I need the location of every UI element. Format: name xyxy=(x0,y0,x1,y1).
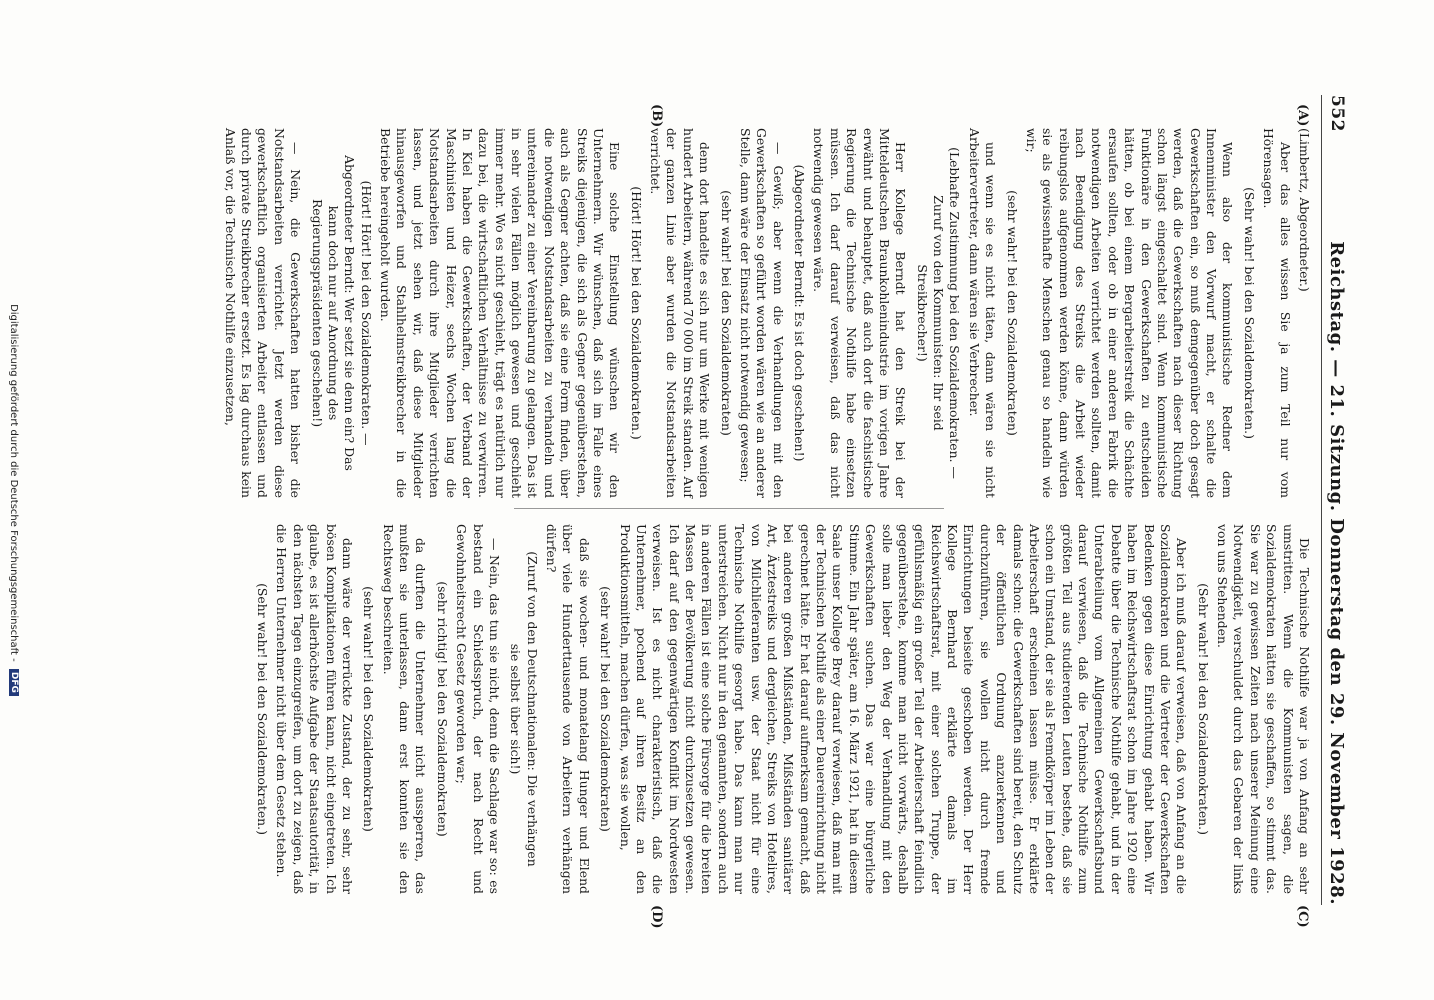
paragraph: Aber das alles wissen Sie ja zum Teil nur vom Hörensagen. xyxy=(1261,128,1293,498)
paragraph: denn dort handelte es sich nur um Werke mit wenigen hundert Arbeitern, während 70 000 im Streik standen. Auf der ganzen Linie aber wurden die Notstandsarbeiten verrichtet. xyxy=(648,128,713,498)
margin-marker-d: (D) xyxy=(649,905,664,929)
column-divider xyxy=(514,508,944,509)
paragraph: — Nein, die Gewerkschaften hatten bisher die Notstandsarbeiten verrichtet. Jetzt werden diese gewerkschaftlich organisierten Arbeiter entlassen und durch private Streikbrecher ersetzt. Es lag durchaus kein Anlaß vor, die Technische Nothilfe einzusetzen, xyxy=(222,128,304,498)
paragraph: — Nein, das tun sie nicht, denn die Sachlage war so: es bestand ein Schiedsspruch, der nach Recht und Gewohnheitsrecht Gesetz geworden war; xyxy=(454,524,502,894)
interjection: (Lebhafte Zustimmung bei den Sozialdemokraten. — Zuruf von den Kommunisten: Ihr seid Streikbrecher!) xyxy=(914,147,963,479)
interjection: (Abgeordneter Berndt: Es ist doch geschehen!) xyxy=(792,164,808,462)
interjection: (sehr wahr! bei den Sozialdemokraten) xyxy=(361,586,377,832)
page-number: 552 xyxy=(1327,95,1347,132)
interjection: (sehr richtig! bei den Sozialdemokraten) xyxy=(434,581,450,837)
interjection: (Sehr wahr! bei den Sozialdemokraten.) xyxy=(1241,187,1257,439)
paragraph: Aber ich muß darauf verweisen, daß von Anfang an die Sozialdemokraten und die Vertreter der Gewerkschaften Bedenken gegen diese Einrichtung gehabt haben. Wir haben im Reichswirtschaftsrat schon im Jahre 1920 eine Debatte über die Technische Nothilfe gehabt, und in der Unterabteilung vom Allgemeinen Gewerkschaftsbund darauf verwiesen, daß die Technische Nothilfe zum größten Teil aus studierenden Leuten bestehe, daß sie schon ein Umstand, der sie als Fremdkörper im Leben der Arbeiterschaft erscheinen lassen müsse. Er erklärte damals schon: die Gewerkschaften sind bereit, den Schutz der öffentlichen Ordnung anzuerkennen und durchzuführen, sie wollen nicht durch fremde Einrichtungen beiseite geschoben werden. Der Herr Kollege Bernhard erklärte damals im Reichswirtschaftsrat, mit einer solchen Truppe, der gefühlsmäßig ein großer Teil der Arbeiterschaft feindlich gegenüberstehe, komme man nicht vorwärts, deshalb solle man lieber den Weg der Verhandlung mit den Gewerkschaften suchen. Das war eine bürgerliche Stimme. Ein Jahr später, am 16. März 1921, hat in diesem Saale unser Kollege Brey darauf verwiesen, daß man mit der Technischen Nothilfe als einer Dauereinrichtung nicht gerechnet hätte. Er hat darauf aufmerksam gemacht, daß bei anderen großen Mißständen, Mißständen sanitärer Art, Ärztestreiks und dergleichen, Streiks von Hotelires, von Milchlieferanten usw. der Staat nicht für eine Technische Nothilfe gesorgt habe. Das kann man nur unterstreichen. Nicht nur in den genannten, sondern auch in anderen Fällen ist eine solche Fürsorge für die breiten Massen der Bevölkerung nicht durchzusetzen gewesen. Ich darf auf den gegenwärtigen Konflikt im Nordwesten verweisen. Ist es nicht charakteristisch, daß die Unternehmer, pochend auf ihren Besitz an den Produktionsmitteln, machen dürfen, was sie wollen, xyxy=(617,524,1190,894)
paragraph: und wenn sie es nicht täten, dann wären sie nicht Arbeitervertreter, dann wären sie Verbrecher. xyxy=(966,128,999,498)
interjection: (sehr wahr! bei den Sozialdemokraten) xyxy=(1004,190,1020,436)
left-text-column xyxy=(218,128,1312,498)
right-text-column xyxy=(249,524,1312,894)
margin-marker-a: (A) xyxy=(1295,104,1310,127)
margin-marker-c: (C) xyxy=(1295,905,1310,928)
page-title: Reichstag. — 21. Sitzung. Donnerstag den 29. November 1928. xyxy=(1326,241,1347,905)
interjection: (sehr wahr! bei den Sozialdemokraten) xyxy=(718,190,734,436)
interjection: (Zuruf von den Deutschnationalen: Die verhängen sie selbst über sich!) xyxy=(508,551,540,867)
paragraph: da durften die Unternehmer nicht aussperren, das mußten sie unterlassen, dann erst konnten sie den Rechtsweg beschreiten. xyxy=(380,524,429,894)
digitization-credit xyxy=(8,0,19,1000)
interjection: (Sehr wahr! bei den Sozialdemokraten.) xyxy=(255,583,271,835)
paragraph: Herr Kollege Berndt hat den Streik bei der Mitteldeutschen Braunkohlenindustrie im vorigen Jahre erwähnt und behauptet, daß auch dort die faschistische Regierung die Technische Nothilfe habe einsetzen müssen. Ich darf darauf verweisen, daß das nicht notwendig gewesen wäre. xyxy=(811,128,909,498)
margin-marker-b: (B) xyxy=(649,104,664,128)
paragraph: (Limbertz, Abgeordneter.) xyxy=(1297,128,1312,292)
credit-text: Digitalisierung gefördert durch die Deutsche Forschungsgemeinschaft - xyxy=(8,304,19,662)
paragraph: Eine solche Einstellung wünschen wir den Unternehmern. Wir wünschen, daß sich im Falle eines Streiks diejenigen, die sich als Gegner gegenüberstehen, auch als Gegner achten, daß sie eine Form finden, über die notwendigen Notstandsarbeiten zu verhandeln und untereinander zu einer Vereinbarung zu gelangen. Das ist in sehr vielen Fällen möglich gewesen und geschieht immer mehr. Wo es nicht geschieht, trägt es natürlich nur dazu bei, die wirtschaftlichen Verhältnisse zu verwirren. In Kiel haben die Gewerkschaften, der Verband der Maschinisten und Heizer, sechs Wochen lang die Notstandsarbeiten durch ihre Mitglieder verrichten lassen, und jetzt sehen wir, daß diese Mitglieder hinausgeworfen und Stahlhelmstreikbrecher in die Betriebe hereingeholt wurden. xyxy=(378,128,623,498)
paragraph: — Gewiß; aber wenn die Verhandlungen mit den Gewerkschaften so geführt worden wären wie an anderer Stelle, dann wäre der Einsatz nicht notwendig gewesen; xyxy=(738,128,786,498)
paragraph: dann wäre der verrückte Zustand, der zu sehr, sehr bösen Komplikationen führen kann, nicht eingetreten. Ich glaube, es ist allerhöchste Aufgabe der Staatsautorität, in den nächsten Tagen einzugreifen, um dort zu zeigen, daß die Herren Unternehmer nicht über dem Gesetz stehen. xyxy=(274,524,355,894)
paragraph: Die Technische Nothilfe war ja von Anfang an sehr umstritten. Wenn die Kommunisten sagen, die Sozialdemokraten hätten sie geschaffen, so stimmt das. Sie war zu gewissen Zeiten nach unserer Meinung eine Notwendigkeit, verschuldet durch das Gebaren der links von uns Stehenden. xyxy=(1215,524,1312,894)
header-rule xyxy=(1321,95,1322,905)
dfg-logo: DFG xyxy=(9,669,19,696)
interjection: (Sehr wahr! bei den Sozialdemokraten.) xyxy=(1195,583,1211,835)
paragraph: daß sie wochen- und monatelang Hunger und Elend über viele Hunderttausende von Arbeitern verhängen dürfen? xyxy=(544,524,592,894)
interjection: (Hört! Hört! bei den Sozialdemokraten.) xyxy=(628,186,644,440)
interjection: (sehr wahr! bei den Sozialdemokraten) xyxy=(598,586,614,832)
page-header xyxy=(1321,95,1351,905)
interjection: (Hört! Hört! bei den Sozialdemokraten. — Abgeordneter Berndt: Wer setzt sie denn ein? Das kann doch nur auf Anordnung des Regierungspräsidenten geschehen!) xyxy=(309,155,374,471)
paragraph: Wenn also der kommunistische Redner dem Innenminister den Vorwurf macht, er schalte die Gewerkschaften ein, so muß demgegenüber doch gesagt werden, daß die Gewerkschaften nach dieser Richtung schon längst eingeschaltet sind. Wenn kommunistische Funktionäre in den Gewerkschaften zu entscheiden hätten, ob bei einem Bergarbeiterstreik die Schächte ersaufen sollten, oder ob in einer anderen Fabrik die notwendigen Arbeiten verrichtet werden sollten, damit nach Beendigung des Streiks die Arbeit wieder reibungslos aufgenommen werden könne, dann würden sie als gewissenhafte Menschen genau so handeln wie wir; xyxy=(1024,128,1236,498)
